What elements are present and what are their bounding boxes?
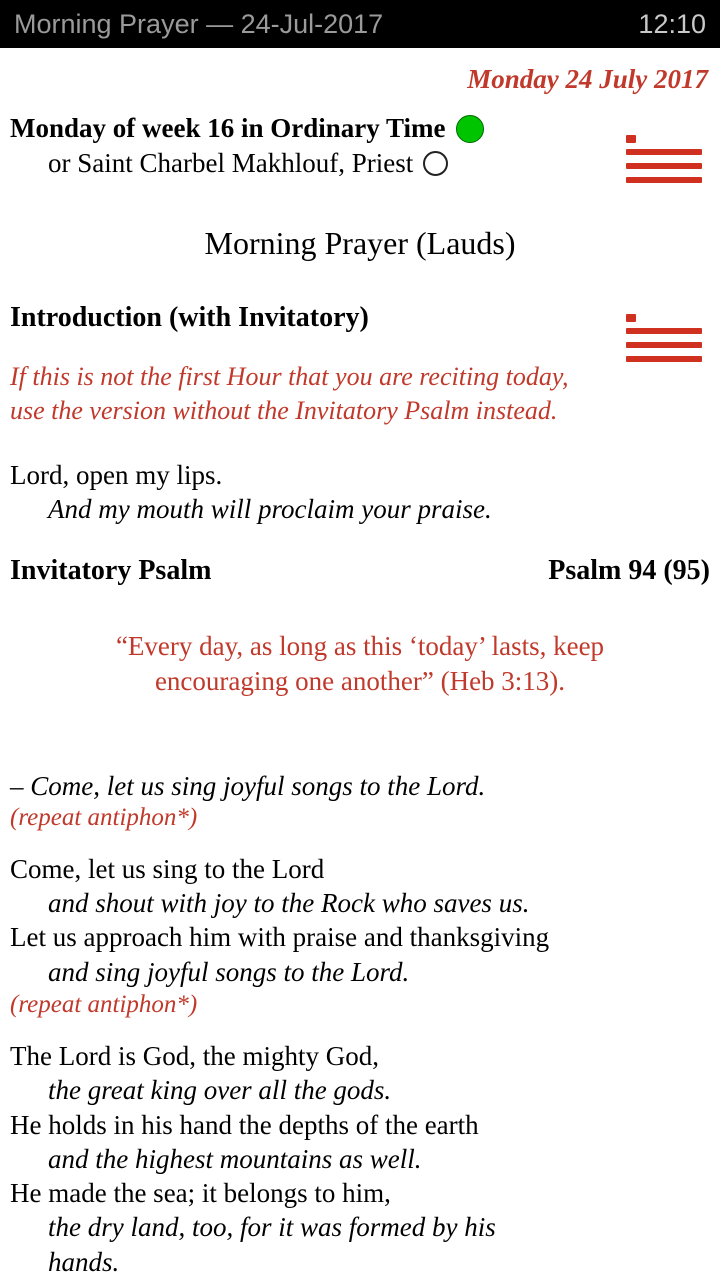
psalm-line-indented: and the highest mountains as well. [48, 1143, 422, 1174]
psalm-line-indented: and shout with joy to the Rock who saves us. [48, 888, 530, 919]
menu-icon-bar [626, 356, 702, 362]
menu-icon-bar [626, 163, 702, 169]
psalm-line: He holds in his hand the depths of the earth [10, 1109, 479, 1140]
celebration-main-label: Monday of week 16 in Ordinary Time [10, 113, 446, 143]
scripture-quote [10, 629, 710, 699]
menu-icon-bar [626, 177, 702, 183]
section-menu-icon[interactable] [626, 314, 702, 370]
rubric-line-2: use the version without the Invitatory Psalm instead. [10, 395, 558, 425]
psalm-stanza-1 [10, 852, 710, 989]
introduction-rubric [10, 360, 710, 428]
psalm-line-indented: hands. [48, 1246, 120, 1277]
introduction-heading: Introduction (with Invitatory) [10, 302, 369, 333]
versicle-line: Lord, open my lips. [10, 459, 223, 490]
psalm-line: Come, let us sing to the Lord [10, 853, 325, 884]
invitatory-psalm-reference: Psalm 94 (95) [548, 554, 710, 586]
liturgical-color-white-icon [423, 151, 448, 176]
antiphon [10, 771, 710, 802]
psalm-line-indented: the dry land, too, for it was formed by his [48, 1212, 496, 1243]
celebration-main [10, 113, 610, 144]
quote-line-2: encouraging one another” (Heb 3:13). [154, 665, 566, 696]
response-line: And my mouth will proclaim your praise. [48, 494, 492, 525]
antiphon-dash: – [10, 770, 31, 801]
introduction-section-header [10, 302, 710, 334]
celebration-alt-label: or Saint Charbel Makhlouf, Priest [48, 148, 414, 178]
psalm-line-indented: the great king over all the gods. [48, 1075, 392, 1106]
menu-icon-bar [626, 328, 702, 334]
status-bar-clock: 12:10 [638, 8, 706, 39]
hamburger-menu-icon[interactable] [626, 135, 702, 191]
celebration-alternative [48, 148, 610, 179]
invitatory-psalm-header [10, 555, 710, 587]
celebration-block [10, 113, 710, 179]
psalm-line-indented: and sing joyful songs to the Lord. [48, 956, 410, 987]
opening-versicle [10, 458, 710, 527]
psalm-line: He made the sea; it belongs to him, [10, 1178, 391, 1209]
menu-icon-bar-short [626, 314, 636, 322]
rubric-line-1: If this is not the first Hour that you are reciting today, [10, 362, 569, 391]
psalm-line: The Lord is God, the mighty God, [10, 1041, 379, 1071]
menu-icon-bar [626, 149, 702, 155]
date-label: Monday 24 July 2017 [467, 64, 708, 94]
liturgical-color-green-icon [456, 115, 484, 143]
status-bar [0, 0, 720, 48]
quote-line-1: “Every day, as long as this ‘today’ lasts, keep [115, 630, 605, 661]
menu-icon-bar-short [626, 135, 636, 143]
status-bar-title: Morning Prayer — 24-Jul-2017 [14, 8, 384, 39]
prayer-content [0, 64, 720, 1279]
antiphon-text: Come, let us sing joyful songs to the Lord. [30, 770, 486, 801]
psalm-line: Let us approach him with praise and thanksgiving [10, 922, 550, 953]
hour-title: Morning Prayer (Lauds) [204, 225, 516, 261]
psalm-stanza-2 [10, 1039, 710, 1279]
repeat-antiphon-note: (repeat antiphon*) [10, 991, 198, 1018]
invitatory-psalm-title: Invitatory Psalm [10, 554, 212, 586]
menu-icon-bar [626, 342, 702, 348]
repeat-antiphon-note: (repeat antiphon*) [10, 803, 198, 831]
